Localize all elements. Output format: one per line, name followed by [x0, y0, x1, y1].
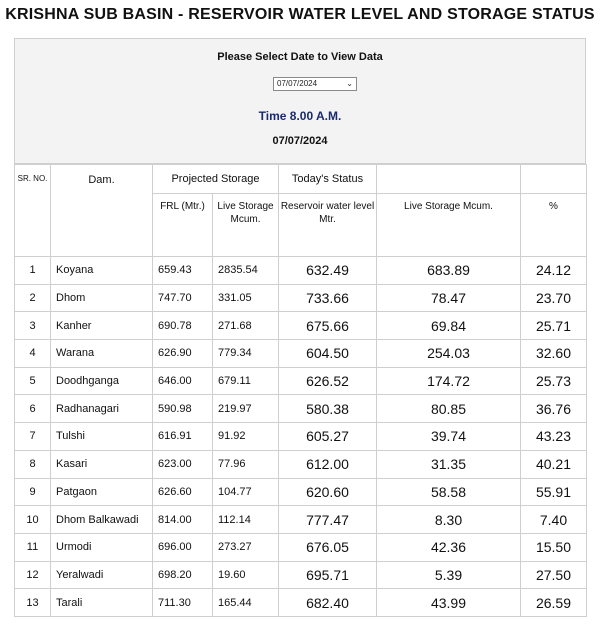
- cell-projected-live-storage: 271.68: [213, 312, 279, 340]
- cell-sr-no: 10: [15, 506, 51, 534]
- header-reservoir-level: Reservoir water level Mtr.: [279, 194, 377, 257]
- cell-sr-no: 6: [15, 395, 51, 423]
- header-dam: Dam.: [51, 165, 153, 257]
- header-live-storage-today: Live Storage Mcum.: [377, 194, 521, 257]
- cell-percent: 25.73: [521, 367, 587, 395]
- cell-percent: 15.50: [521, 533, 587, 561]
- cell-projected-live-storage: 112.14: [213, 506, 279, 534]
- cell-dam-name: Dhom Balkawadi: [51, 506, 153, 534]
- cell-percent: 36.76: [521, 395, 587, 423]
- cell-sr-no: 5: [15, 367, 51, 395]
- cell-projected-live-storage: 219.97: [213, 395, 279, 423]
- cell-percent: 43.23: [521, 423, 587, 451]
- cell-sr-no: 3: [15, 312, 51, 340]
- header-frl: FRL (Mtr.): [153, 194, 213, 257]
- cell-projected-live-storage: 679.11: [213, 367, 279, 395]
- table-row: [15, 257, 587, 285]
- cell-live-storage: 174.72: [377, 367, 521, 395]
- table-row: [15, 478, 587, 506]
- cell-sr-no: 2: [15, 284, 51, 312]
- cell-frl: 747.70: [153, 284, 213, 312]
- cell-dam-name: Koyana: [51, 257, 153, 285]
- date-dropdown-value: 07/07/2024: [277, 79, 318, 88]
- cell-frl: 646.00: [153, 367, 213, 395]
- cell-sr-no: 7: [15, 423, 51, 451]
- header-blank-1: [377, 165, 521, 194]
- cell-projected-live-storage: 2835.54: [213, 257, 279, 285]
- cell-reservoir-level: 605.27: [279, 423, 377, 451]
- header-todays-status: Today's Status: [279, 165, 377, 194]
- cell-reservoir-level: 676.05: [279, 533, 377, 561]
- table-row: [15, 506, 587, 534]
- cell-dam-name: Radhanagari: [51, 395, 153, 423]
- cell-reservoir-level: 620.60: [279, 478, 377, 506]
- cell-frl: 814.00: [153, 506, 213, 534]
- cell-live-storage: 58.58: [377, 478, 521, 506]
- cell-live-storage: 43.99: [377, 589, 521, 617]
- header-projected-live-storage: Live Storage Mcum.: [213, 194, 279, 257]
- cell-sr-no: 11: [15, 533, 51, 561]
- cell-projected-live-storage: 19.60: [213, 561, 279, 589]
- cell-live-storage: 39.74: [377, 423, 521, 451]
- cell-percent: 7.40: [521, 506, 587, 534]
- cell-percent: 26.59: [521, 589, 587, 617]
- cell-reservoir-level: 675.66: [279, 312, 377, 340]
- page-title: KRISHNA SUB BASIN - RESERVOIR WATER LEVEL AND STORAGE STATUS: [5, 6, 595, 23]
- cell-live-storage: 8.30: [377, 506, 521, 534]
- cell-reservoir-level: 580.38: [279, 395, 377, 423]
- cell-dam-name: Yeralwadi: [51, 561, 153, 589]
- header-percent: %: [521, 194, 587, 257]
- cell-sr-no: 13: [15, 589, 51, 617]
- cell-percent: 55.91: [521, 478, 587, 506]
- cell-percent: 24.12: [521, 257, 587, 285]
- cell-reservoir-level: 612.00: [279, 450, 377, 478]
- cell-dam-name: Tulshi: [51, 423, 153, 451]
- cell-reservoir-level: 626.52: [279, 367, 377, 395]
- cell-projected-live-storage: 331.05: [213, 284, 279, 312]
- cell-projected-live-storage: 104.77: [213, 478, 279, 506]
- cell-live-storage: 78.47: [377, 284, 521, 312]
- table-row: [15, 284, 587, 312]
- table-row: [15, 312, 587, 340]
- table-row: [15, 395, 587, 423]
- table-row: [15, 561, 587, 589]
- cell-frl: 659.43: [153, 257, 213, 285]
- cell-sr-no: 9: [15, 478, 51, 506]
- reservoir-table: [14, 164, 587, 617]
- cell-projected-live-storage: 273.27: [213, 533, 279, 561]
- cell-dam-name: Doodhganga: [51, 367, 153, 395]
- cell-projected-live-storage: 165.44: [213, 589, 279, 617]
- cell-reservoir-level: 682.40: [279, 589, 377, 617]
- date-dropdown[interactable]: [273, 77, 357, 91]
- cell-reservoir-level: 733.66: [279, 284, 377, 312]
- cell-frl: 690.78: [153, 312, 213, 340]
- cell-percent: 40.21: [521, 450, 587, 478]
- cell-live-storage: 42.36: [377, 533, 521, 561]
- cell-frl: 623.00: [153, 450, 213, 478]
- cell-frl: 698.20: [153, 561, 213, 589]
- cell-projected-live-storage: 779.34: [213, 340, 279, 368]
- select-date-prompt: Please Select Date to View Data: [217, 51, 383, 63]
- cell-percent: 23.70: [521, 284, 587, 312]
- cell-percent: 27.50: [521, 561, 587, 589]
- cell-sr-no: 4: [15, 340, 51, 368]
- cell-reservoir-level: 695.71: [279, 561, 377, 589]
- table-row: [15, 450, 587, 478]
- cell-frl: 711.30: [153, 589, 213, 617]
- cell-dam-name: Tarali: [51, 589, 153, 617]
- cell-projected-live-storage: 91.92: [213, 423, 279, 451]
- time-label: Time 8.00 A.M.: [258, 109, 342, 123]
- table-row: [15, 423, 587, 451]
- cell-live-storage: 5.39: [377, 561, 521, 589]
- table-row: [15, 367, 587, 395]
- cell-percent: 25.71: [521, 312, 587, 340]
- cell-frl: 626.90: [153, 340, 213, 368]
- cell-sr-no: 1: [15, 257, 51, 285]
- cell-frl: 616.91: [153, 423, 213, 451]
- header-row-primary: [15, 165, 587, 194]
- cell-reservoir-level: 777.47: [279, 506, 377, 534]
- cell-live-storage: 69.84: [377, 312, 521, 340]
- cell-dam-name: Dhom: [51, 284, 153, 312]
- table-row: [15, 589, 587, 617]
- cell-dam-name: Kasari: [51, 450, 153, 478]
- cell-live-storage: 254.03: [377, 340, 521, 368]
- cell-reservoir-level: 632.49: [279, 257, 377, 285]
- cell-dam-name: Patgaon: [51, 478, 153, 506]
- table-row: [15, 533, 587, 561]
- chevron-down-icon: ⌄: [346, 79, 353, 88]
- table-row: [15, 340, 587, 368]
- header-blank-2: [521, 165, 587, 194]
- cell-live-storage: 80.85: [377, 395, 521, 423]
- cell-sr-no: 8: [15, 450, 51, 478]
- date-label: 07/07/2024: [272, 135, 328, 147]
- cell-sr-no: 12: [15, 561, 51, 589]
- header-sr-no: SR. NO.: [15, 165, 51, 257]
- cell-frl: 696.00: [153, 533, 213, 561]
- cell-live-storage: 31.35: [377, 450, 521, 478]
- cell-percent: 32.60: [521, 340, 587, 368]
- cell-dam-name: Kanher: [51, 312, 153, 340]
- cell-dam-name: Urmodi: [51, 533, 153, 561]
- cell-live-storage: 683.89: [377, 257, 521, 285]
- date-selection-panel: [14, 38, 586, 164]
- cell-frl: 590.98: [153, 395, 213, 423]
- cell-dam-name: Warana: [51, 340, 153, 368]
- header-projected-storage: Projected Storage: [153, 165, 279, 194]
- cell-frl: 626.60: [153, 478, 213, 506]
- cell-projected-live-storage: 77.96: [213, 450, 279, 478]
- cell-reservoir-level: 604.50: [279, 340, 377, 368]
